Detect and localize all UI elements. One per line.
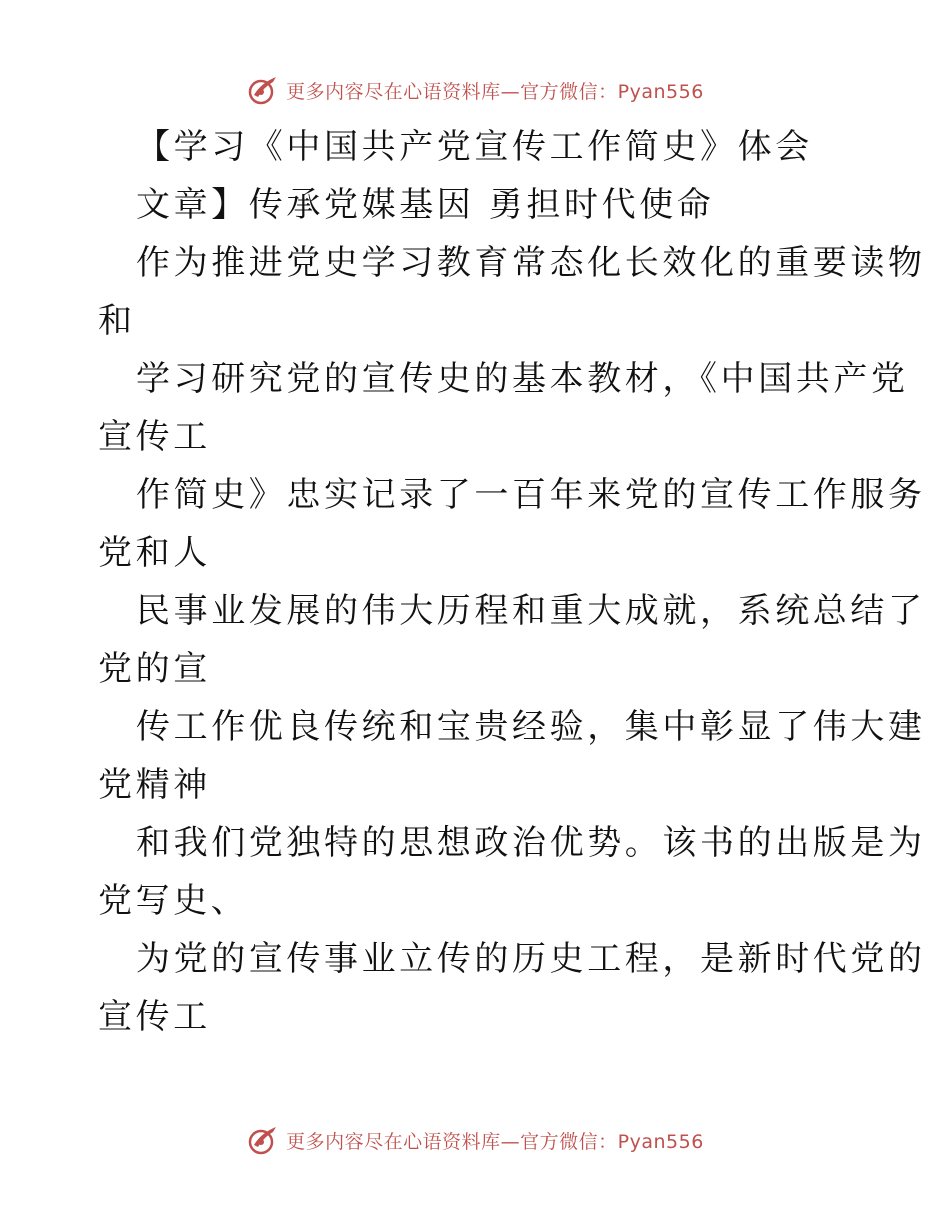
paragraph-line: 宣传工 (98, 997, 211, 1037)
paragraph-line: 传工作优良传统和宝贵经验，集中彰显了伟大建 (136, 707, 926, 747)
pen-circle-logo-icon (246, 1123, 280, 1157)
pen-circle-logo-icon (246, 73, 280, 107)
paragraph-line: 党和人 (98, 533, 211, 573)
paragraph-line: 党的宣 (98, 649, 211, 689)
paragraph-line: 和 (98, 301, 136, 341)
paragraph-line: 党精神 (98, 765, 211, 805)
header-watermark (0, 70, 950, 110)
paragraph-line: 宣传工 (98, 417, 211, 457)
paragraph-line: 民事业发展的伟大历程和重大成就，系统总结了 (136, 591, 926, 631)
title-line-1: 【学习《中国共产党宣传工作简史》体会 (136, 127, 813, 167)
footer-watermark (0, 1120, 950, 1160)
paragraph-line: 作为推进党史学习教育常态化长效化的重要读物 (136, 243, 926, 283)
watermark-text: 更多内容尽在心语资料库—官方微信：Pyan556 (286, 80, 704, 103)
paragraph-line: 作简史》忠实记录了一百年来党的宣传工作服务 (136, 475, 926, 515)
paragraph-line: 党写史、 (98, 881, 249, 921)
paragraph-line: 学习研究党的宣传史的基本教材，《中国共产党 (136, 359, 909, 399)
title-line-2: 文章】传承党媒基因 勇担时代使命 (136, 185, 715, 225)
paragraph-line: 为党的宣传事业立传的历史工程，是新时代党的 (136, 939, 926, 979)
watermark-text: 更多内容尽在心语资料库—官方微信：Pyan556 (286, 1130, 704, 1153)
paragraph-line: 和我们党独特的思想政治优势。该书的出版是为 (136, 823, 926, 863)
